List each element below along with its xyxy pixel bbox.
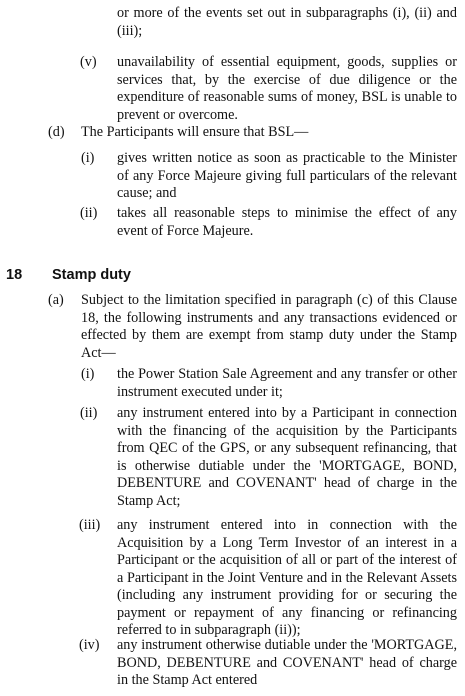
item-label: (ii): [80, 205, 98, 221]
paragraph-text: The Participants will ensure that BSL—: [81, 124, 309, 140]
paragraph-text: Subject to the limitation specified in paragraph (c) of this Clause 18, the following instruments and any transactions evidenced or effected by them are exempt from stamp duty under the Stamp Act—: [81, 292, 457, 361]
paragraph-label: (a): [48, 292, 64, 308]
item-label: (v): [80, 54, 97, 70]
item-text: any instrument entered into in connection with the Acquisition by a Long Term Investor of an interest in a Participant or the acquisition of all or part of the interest of a Participant in the Joint Venture and in the Relevant Assets (including any instrument providing for or securing the payment or repayment of any financing or refinancing referred to in subparagraph (ii));: [117, 517, 457, 638]
item-label: (i): [81, 150, 95, 166]
item-label: (iii): [79, 517, 101, 533]
item-text: unavailability of essential equipment, goods, supplies or services that, by the exercise of due diligence or the expenditure of reasonable sums of money, BSL is unable to prevent or overcome.: [117, 54, 457, 123]
item-text: the Power Station Sale Agreement and any transfer or other instrument executed under it;: [117, 366, 457, 400]
section-title: Stamp duty: [52, 267, 131, 283]
item-label: (iv): [79, 637, 100, 653]
item-text: takes all reasonable steps to minimise the effect of any event of Force Majeure.: [117, 205, 457, 239]
paragraph-label: (d): [48, 124, 65, 140]
item-text: gives written notice as soon as practicable to the Minister of any Force Majeure giving full particulars of the relevant cause; and: [117, 150, 457, 201]
item-label: (i): [81, 366, 95, 382]
item-text: any instrument otherwise dutiable under the 'MORTGAGE, BOND, DEBENTURE and COVENANT' head of charge in the Stamp Act entered: [117, 637, 457, 688]
section-heading: [0, 267, 465, 287]
item-text: any instrument entered into by a Participant in connection with the financing of the acquisition by the Participants from QEC of the GPS, or any subsequent refinancing, that is otherwise dutiable under the 'MORTGAGE, BOND, DEBENTURE and COVENANT' head of charge in the Stamp Act;: [117, 405, 457, 509]
item-label: (ii): [80, 405, 98, 421]
section-number: 18: [6, 267, 23, 283]
paragraph-text: or more of the events set out in subparagraphs (i), (ii) and (iii);: [117, 5, 457, 39]
